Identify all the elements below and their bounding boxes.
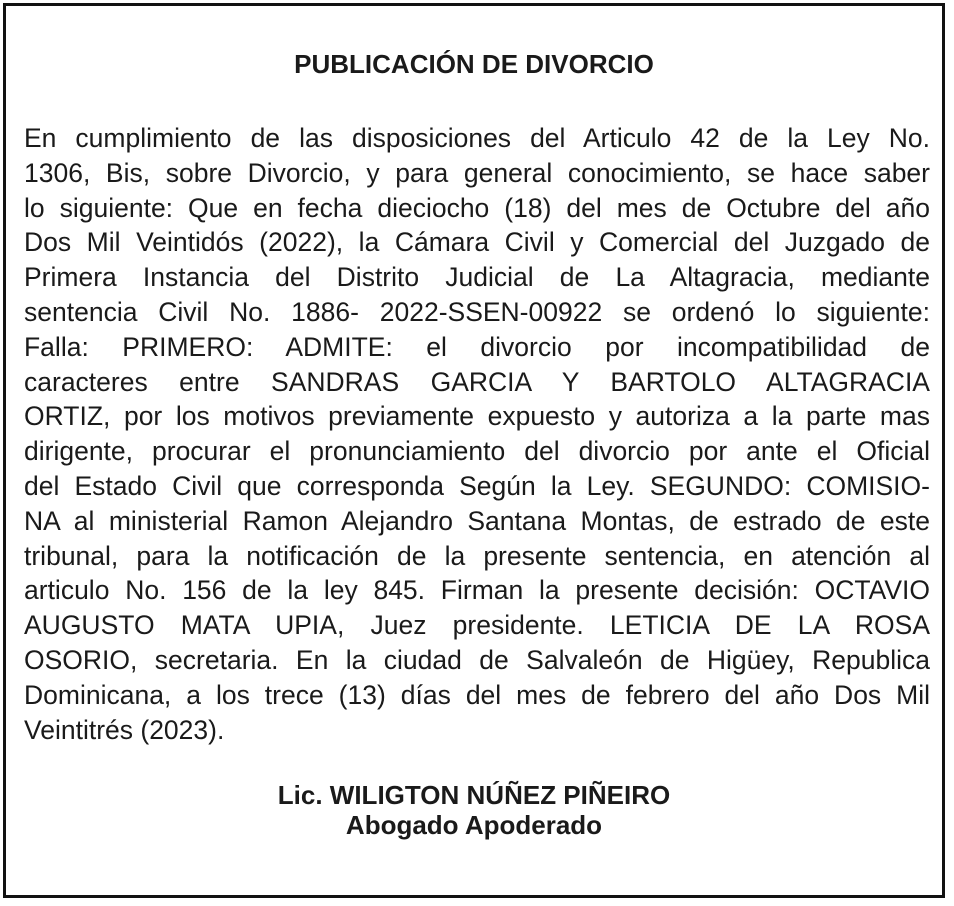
notice-title: PUBLICACIÓN DE DIVORCIO	[294, 49, 654, 79]
body-line: caracteres entre SANDRAS GARCIA Y BARTOLO ALTAGRACIA	[24, 366, 930, 397]
signature-role: Abogado Apoderado	[345, 810, 603, 840]
body-line: del Estado Civil que corresponda Según la Ley. SEGUNDO: COMISIO-	[24, 470, 930, 501]
body-line: Veintitrés (2023).	[24, 714, 225, 745]
body-line: En cumplimiento de las disposiciones del Articulo 42 de la Ley No.	[24, 123, 930, 153]
body-line: OSORIO, secretaria. En la ciudad de Salvaleón de Higüey, Republica	[24, 644, 930, 675]
body-line: sentencia Civil No. 1886- 2022-SSEN-00922 se ordenó lo siguiente:	[24, 296, 930, 327]
notice-frame	[3, 3, 945, 898]
body-line: Falla: PRIMERO: ADMITE: el divorcio por incompatibilidad de	[24, 331, 930, 362]
body-line: articulo No. 156 de la ley 845. Firman la presente decisión: OCTAVIO	[24, 575, 930, 606]
body-line: NA al ministerial Ramon Alejandro Santana Montas, de estrado de este	[24, 505, 930, 536]
body-line: lo siguiente: Que en fecha dieciocho (18) del mes de Octubre del año	[24, 192, 930, 223]
body-line: Dos Mil Veintidós (2022), la Cámara Civil y Comercial del Juzgado de	[24, 227, 930, 258]
body-line: Dominicana, a los trece (13) días del mes de febrero del año Dos Mil	[24, 679, 930, 710]
body-line: Primera Instancia del Distrito Judicial de La Altagracia, mediante	[24, 262, 930, 293]
body-line: dirigente, procurar el pronunciamiento del divorcio por ante el Oficial	[24, 436, 930, 467]
body-line: ORTIZ, por los motivos previamente expuesto y autoriza a la parte mas	[24, 401, 930, 432]
body-line: AUGUSTO MATA UPIA, Juez presidente. LETICIA DE LA ROSA	[24, 610, 930, 641]
signature-name: Lic. WILIGTON NÚÑEZ PIÑEIRO	[277, 780, 671, 810]
body-line: 1306, Bis, sobre Divorcio, y para general conocimiento, se hace saber	[24, 157, 930, 188]
body-line: tribunal, para la notificación de la presente sentencia, en atención al	[24, 540, 930, 571]
notice-body	[24, 121, 930, 747]
